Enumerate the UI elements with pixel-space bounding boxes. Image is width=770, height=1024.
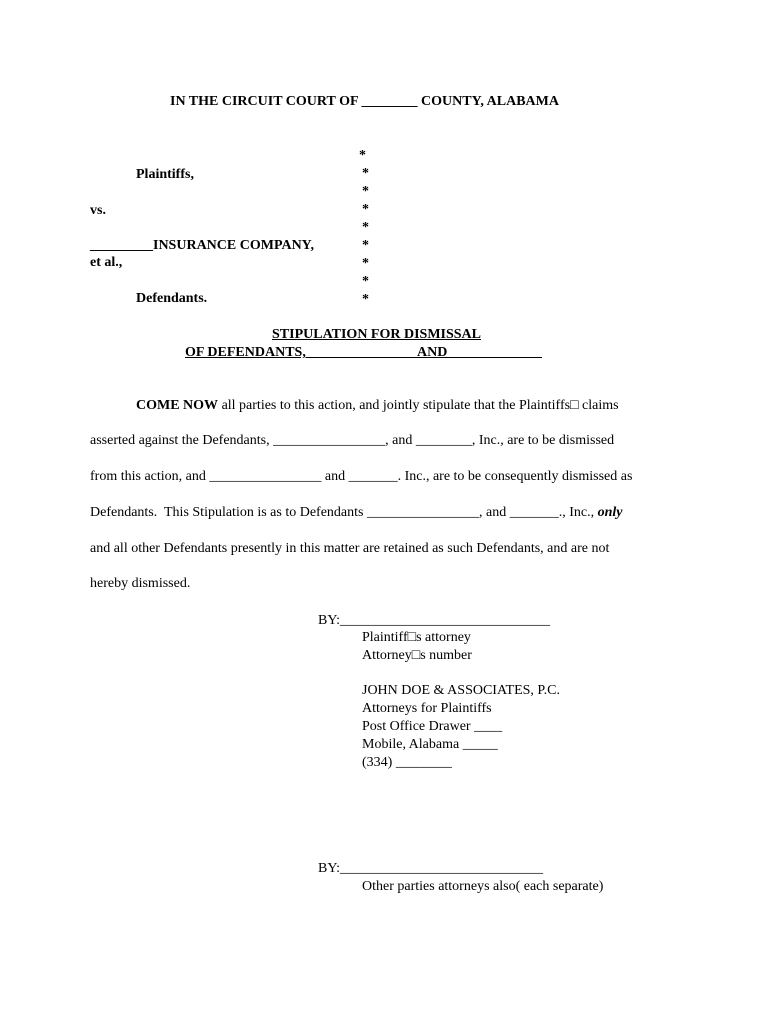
signature-line-2: BY:_____________________________ xyxy=(318,861,544,876)
other-parties-note: Other parties attorneys also( each separate) xyxy=(362,879,604,894)
caption-asterisk: * xyxy=(362,166,369,181)
caption-asterisk: * xyxy=(359,148,366,163)
caption-asterisk: * xyxy=(362,220,369,235)
plaintiffs-label: Plaintiffs, xyxy=(136,167,194,182)
caption-asterisk: * xyxy=(362,202,369,217)
defendant-company: _________INSURANCE COMPANY, xyxy=(90,238,315,253)
caption-asterisk: * xyxy=(362,274,369,289)
vs-label: vs. xyxy=(90,203,106,218)
phone-number: (334) ________ xyxy=(362,755,452,770)
body-line-3: from this action, and ________________ and _______. Inc., are to be consequently dismissed as xyxy=(90,469,633,484)
caption-asterisk: * xyxy=(362,292,369,307)
plaintiff-attorney-label: Plaintiff□s attorney xyxy=(362,630,471,645)
body-line-1-text: all parties to this action, and jointly stipulate that the Plaintiffs□ claims xyxy=(218,398,619,413)
caption-asterisk: * xyxy=(362,184,369,199)
et-al-label: et al., xyxy=(90,255,123,270)
body-line-6: hereby dismissed. xyxy=(90,576,191,591)
caption-asterisk: * xyxy=(362,238,369,253)
city-state: Mobile, Alabama _____ xyxy=(362,737,498,752)
body-line-4 xyxy=(90,504,622,522)
post-office-drawer: Post Office Drawer ____ xyxy=(362,719,503,734)
document-heading-line2: OF DEFENDANTS, _______________ AND _____________ xyxy=(185,345,542,360)
attorney-number-label: Attorney□s number xyxy=(362,648,472,663)
signature-line-1: BY:______________________________ xyxy=(318,613,551,628)
body-line-2: asserted against the Defendants, ________________, and ________, Inc., are to be dismissed xyxy=(90,433,615,448)
defendants-label: Defendants. xyxy=(136,291,208,306)
only-emphasis: only xyxy=(597,505,623,520)
document-heading-line1: STIPULATION FOR DISMISSAL xyxy=(272,327,482,342)
court-title: IN THE CIRCUIT COURT OF ________ COUNTY, ALABAMA xyxy=(170,94,559,109)
law-firm-name: JOHN DOE & ASSOCIATES, P.C. xyxy=(362,683,560,698)
body-line-1 xyxy=(136,397,619,415)
law-firm-role: Attorneys for Plaintiffs xyxy=(362,701,492,716)
body-line-5: and all other Defendants presently in this matter are retained as such Defendants, and are not xyxy=(90,541,610,556)
body-line-4-text: Defendants. This Stipulation is as to Defendants ________________, and _______., Inc., xyxy=(90,505,598,520)
come-now-text: COME NOW xyxy=(136,398,219,413)
caption-asterisk: * xyxy=(362,256,369,271)
